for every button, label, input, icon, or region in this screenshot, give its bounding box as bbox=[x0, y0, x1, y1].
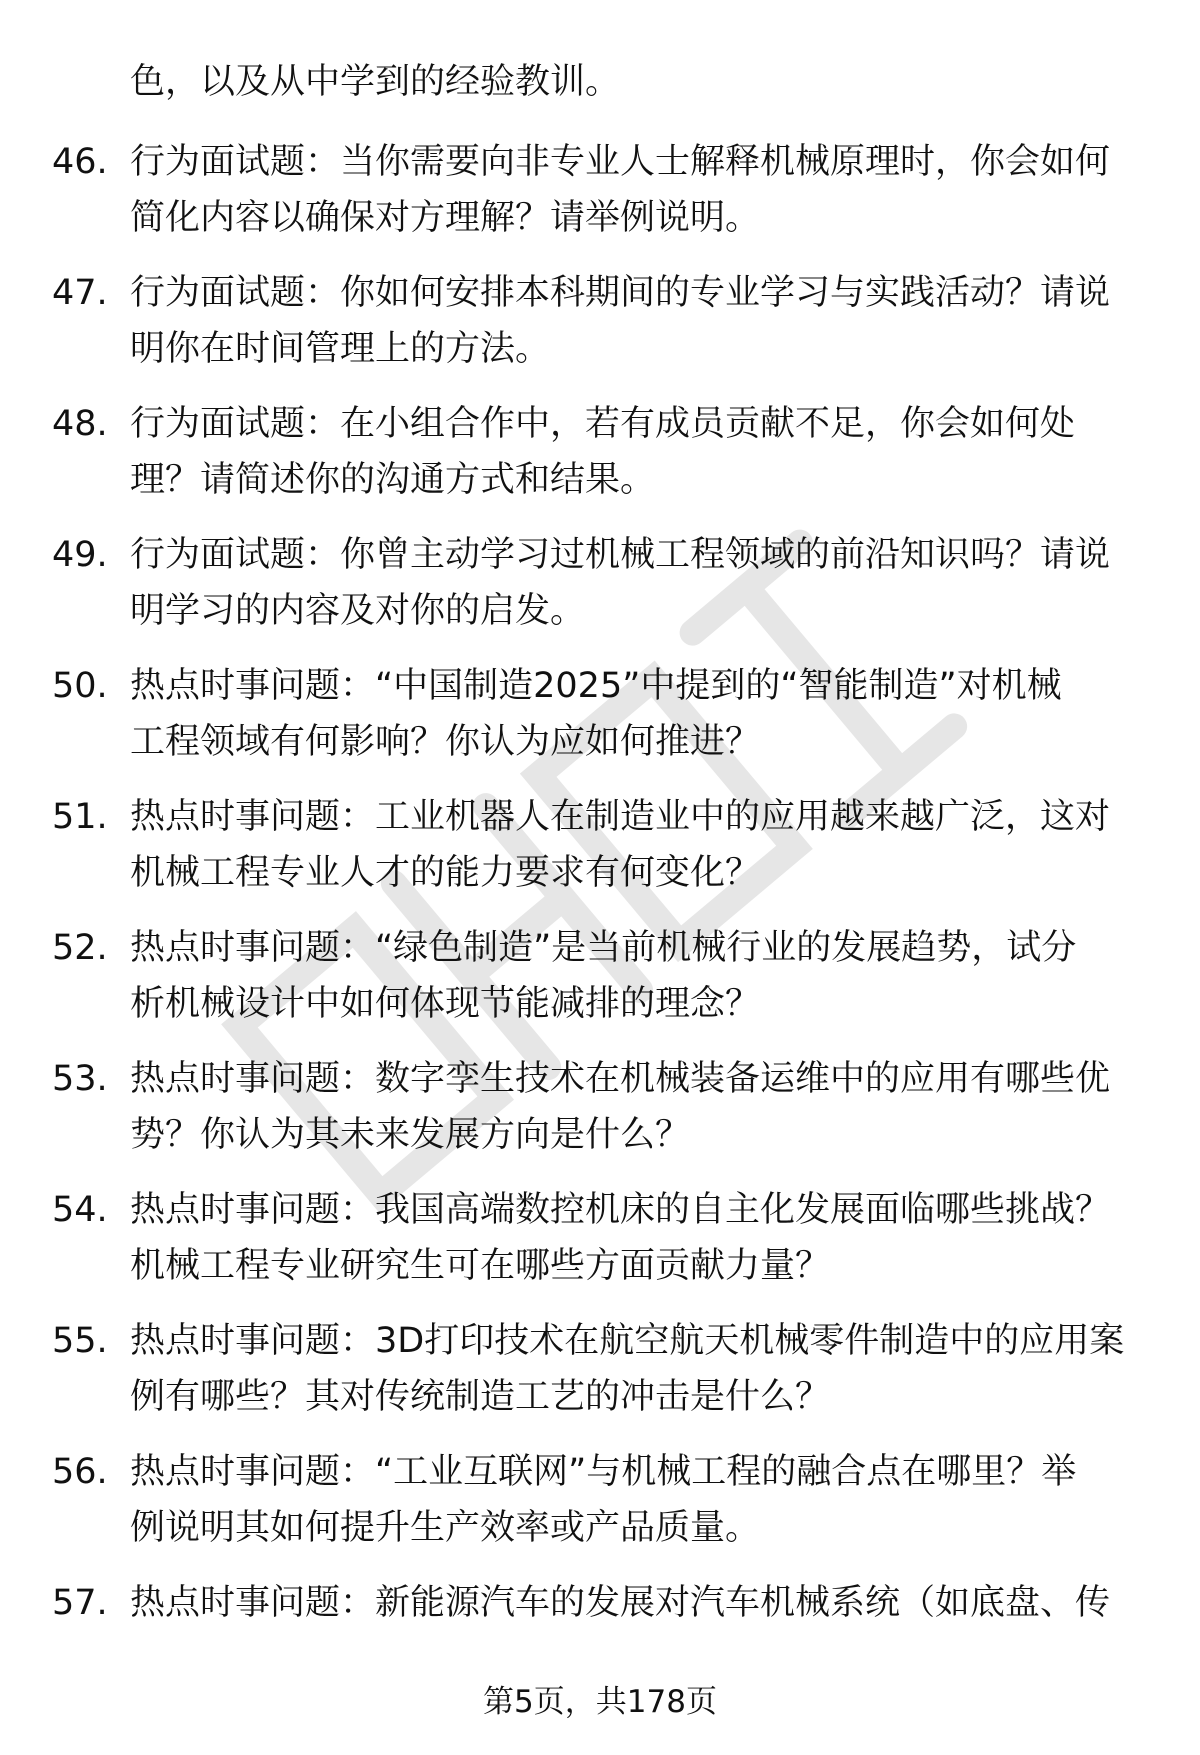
item-number: 56. bbox=[52, 1452, 108, 1492]
item-number: 52. bbox=[52, 928, 108, 968]
list-item bbox=[52, 396, 1172, 508]
list-item bbox=[52, 658, 1172, 770]
item-number: 46. bbox=[52, 142, 108, 182]
item-text: 热点时事问题：数字孪生技术在机械装备运维中的应用有哪些优 势？你认为其未来发展方向是什么？ bbox=[130, 1059, 1111, 1155]
list-item bbox=[52, 1313, 1172, 1425]
list-item bbox=[52, 789, 1172, 901]
item-number: 49. bbox=[52, 535, 108, 575]
item-text: 热点时事问题：“工业互联网”与机械工程的融合点在哪里？举 例说明其如何提升生产效率或产品质量。 bbox=[130, 1452, 1077, 1548]
item-number: 57. bbox=[52, 1583, 108, 1623]
item-text: 热点时事问题：“中国制造2025”中提到的“智能制造”对机械 工程领域有何影响？你认为应如何推进？ bbox=[130, 666, 1062, 762]
item-number: 48. bbox=[52, 404, 108, 444]
list-item bbox=[52, 1444, 1172, 1556]
item-number: 53. bbox=[52, 1059, 108, 1099]
item-text: 热点时事问题：新能源汽车的发展对汽车机械系统（如底盘、传 bbox=[130, 1583, 1111, 1623]
item-text: 行为面试题：在小组合作中，若有成员贡献不足，你会如何处 理？请简述你的沟通方式和结果。 bbox=[130, 404, 1076, 500]
list-item bbox=[52, 265, 1172, 377]
list-item bbox=[52, 134, 1172, 246]
list-item bbox=[52, 527, 1172, 639]
list-item bbox=[52, 920, 1172, 1032]
list-item bbox=[52, 1182, 1172, 1294]
item-text: 热点时事问题：我国高端数控机床的自主化发展面临哪些挑战？ 机械工程专业研究生可在哪些方面贡献力量？ bbox=[130, 1190, 1111, 1286]
item-text: 热点时事问题：“绿色制造”是当前机械行业的发展趋势，试分 析机械设计中如何体现节能减排的理念？ bbox=[130, 928, 1077, 1024]
item-text: 行为面试题：你如何安排本科期间的专业学习与实践活动？请说 明你在时间管理上的方法。 bbox=[130, 273, 1111, 369]
item-number: 55. bbox=[52, 1321, 108, 1361]
item-number: 47. bbox=[52, 273, 108, 313]
item-number: 54. bbox=[52, 1190, 108, 1230]
list-item bbox=[52, 1575, 1172, 1631]
page-footer: 第5页，共178页 bbox=[483, 1684, 717, 1720]
item-text: 热点时事问题：3D打印技术在航空航天机械零件制造中的应用案 例有哪些？其对传统制造工艺的冲击是什么？ bbox=[130, 1321, 1125, 1417]
continued-text: 色，以及从中学到的经验教训。 bbox=[130, 62, 621, 102]
list-item bbox=[52, 1051, 1172, 1163]
item-text: 行为面试题：你曾主动学习过机械工程领域的前沿知识吗？请说 明学习的内容及对你的启发。 bbox=[130, 535, 1111, 631]
item-number: 50. bbox=[52, 666, 108, 706]
item-number: 51. bbox=[52, 797, 108, 837]
item-text: 热点时事问题：工业机器人在制造业中的应用越来越广泛，这对 机械工程专业人才的能力要求有何变化？ bbox=[130, 797, 1111, 893]
item-text: 行为面试题：当你需要向非专业人士解释机械原理时，你会如何 简化内容以确保对方理解？请举例说明。 bbox=[130, 142, 1111, 238]
